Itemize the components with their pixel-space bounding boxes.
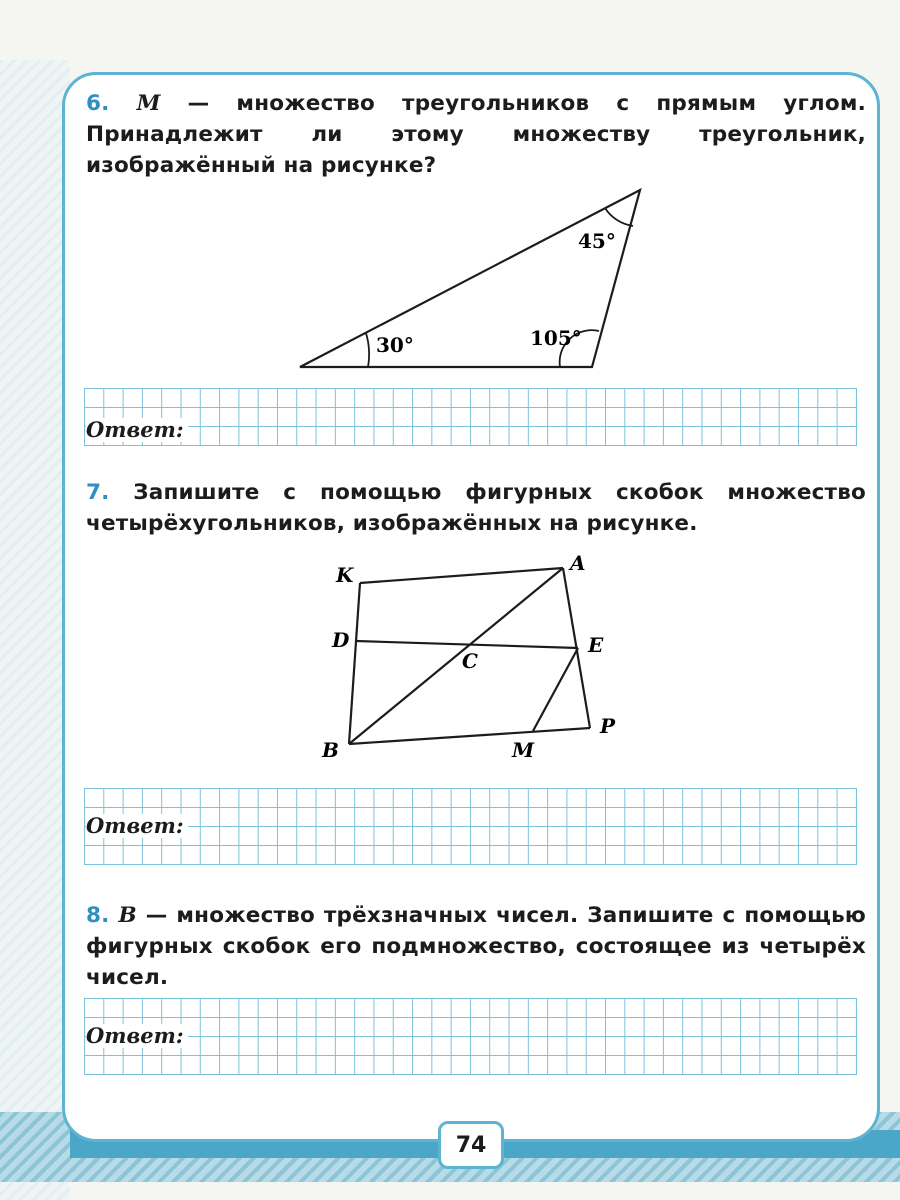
point-label-P: P [600, 714, 616, 738]
answer-grid-7[interactable] [84, 788, 857, 865]
segment-EM [533, 648, 578, 731]
task-6-variable: M [136, 91, 161, 116]
task-8-text [86, 900, 866, 993]
angle-label-45: 45° [578, 229, 616, 253]
segment-BA [349, 568, 563, 744]
task-6-statement: — множество треугольников с прямым углом. Принадлежит ли этому множеству треугольник, изображённый на рисунке? [86, 91, 866, 178]
answer-label-8: Ответ: [86, 1024, 188, 1048]
point-label-K: K [336, 563, 354, 587]
point-label-D: D [332, 628, 350, 652]
point-label-A: A [570, 551, 586, 575]
task-7-number: 7. [86, 480, 110, 505]
task-8-number: 8. [86, 903, 110, 928]
segment-BK [349, 583, 360, 744]
answer-label-7: Ответ: [86, 814, 188, 838]
segment-PB [349, 728, 590, 744]
answer-grid-8[interactable] [84, 998, 857, 1075]
point-label-C: C [462, 649, 478, 673]
angle-label-105: 105° [530, 326, 582, 350]
task-6-number: 6. [86, 91, 110, 116]
point-label-B: B [322, 738, 339, 762]
segment-KA [360, 568, 563, 583]
page-number: 74 [438, 1121, 504, 1169]
point-label-M: M [512, 738, 535, 762]
point-label-E: E [588, 633, 604, 657]
task-8-statement: — множество трёхзначных чисел. Запишите с помощью фигурных скобок его подмножество, состоящее из четырёх чисел. [86, 903, 866, 990]
task-8-variable: B [118, 903, 137, 928]
answer-label-6: Ответ: [86, 418, 188, 442]
task-7-statement: Запишите с помощью фигурных скобок множество четырёхугольников, изображённых на рисунке. [86, 480, 866, 536]
angle-label-30: 30° [376, 333, 414, 357]
